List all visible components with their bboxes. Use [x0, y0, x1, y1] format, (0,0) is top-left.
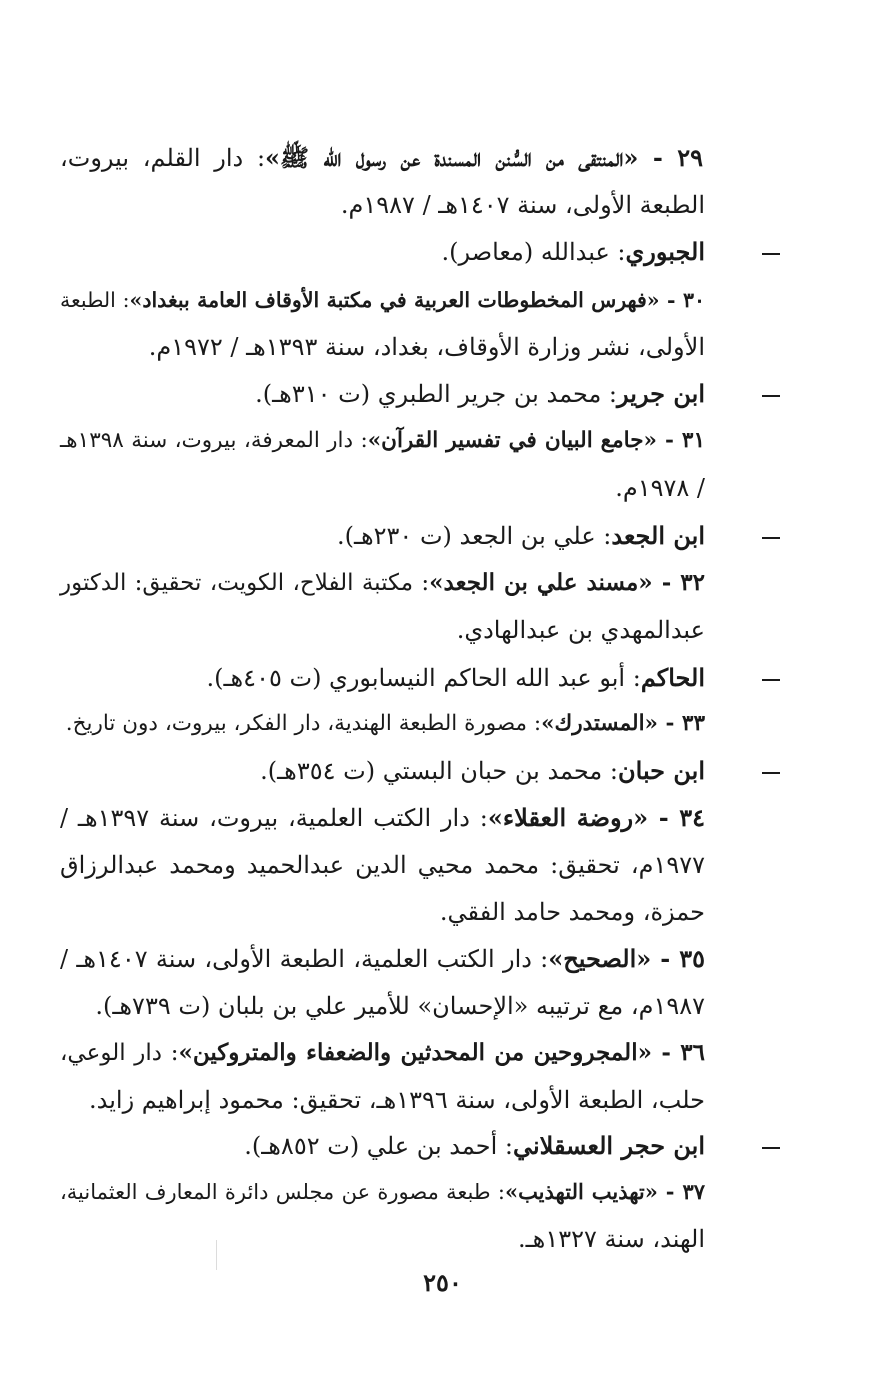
- entry-details: : مكتبة الفلاح، الكويت، تحقيق: الدكتور: [60, 570, 430, 596]
- entry-details: : الطبعة: [60, 288, 130, 312]
- entry-continuation: [149, 324, 705, 370]
- entry-details: : دار المعرفة، بيروت، سنة ١٣٩٨هـ: [60, 428, 368, 453]
- entry-details: : طبعة مصورة عن مجلس دائرة المعارف العثمانية،: [60, 1180, 505, 1204]
- bibliography-entry-36: [60, 1030, 705, 1076]
- entry-title: ٣٢ - «مسند علي بن الجعد»: [429, 569, 706, 596]
- entry-details: حلب، الطبعة الأولى، سنة ١٣٩٦هـ، تحقيق: محمود إبراهيم زايد.: [89, 1086, 705, 1114]
- entry-continuation: [95, 983, 705, 1029]
- bibliography-entry-29: [60, 135, 703, 181]
- entry-continuation: [457, 607, 705, 653]
- entry-details: حمزة، ومحمد حامد الفقي.: [439, 898, 705, 926]
- entry-continuation: [518, 1216, 705, 1262]
- author-dash: [762, 253, 780, 255]
- author-name: ابن حجر العسقلاني: [512, 1131, 705, 1160]
- entry-details: : دار الكتب العلمية، بيروت، سنة ١٣٩٧هـ /: [60, 804, 488, 832]
- bibliography-entry-35: [60, 936, 705, 982]
- entry-details: : دار الوعي،: [60, 1040, 179, 1066]
- entry-title: ٣٧ - «تهذيب التهذيب»: [504, 1179, 705, 1204]
- author-heading: [244, 1123, 705, 1169]
- author-details: : محمد بن حبان البستي (ت ٣٥٤هـ).: [260, 757, 618, 785]
- page-number: ٢٥٠: [423, 1268, 462, 1297]
- author-dash: [762, 679, 780, 681]
- author-dash: [762, 537, 780, 539]
- bibliography-entry-30: [60, 277, 705, 323]
- entry-continuation: [89, 1077, 705, 1123]
- author-dash: [762, 1147, 780, 1149]
- author-details: : أبو عبد الله الحاكم النيسابوري (ت ٤٠٥هـ).: [206, 664, 641, 692]
- entry-details: / ١٩٧٨م.: [615, 474, 705, 502]
- entry-details: : دار الكتب العلمية، الطبعة الأولى، سنة ١٤٠٧هـ /: [60, 945, 549, 973]
- author-heading: [441, 229, 705, 275]
- author-heading: [337, 513, 705, 559]
- author-name: الجبوري: [625, 237, 705, 266]
- entry-title: ٣٠ - «فهرس المخطوطات العربية في مكتبة الأوقاف العامة ببغداد»: [129, 288, 705, 312]
- entry-details: عبدالمهدي بن عبدالهادي.: [456, 616, 705, 644]
- author-name: ابن جرير: [617, 379, 705, 408]
- entry-continuation: [341, 182, 705, 228]
- bibliography-entry-32: [60, 560, 705, 606]
- entry-details: : دار القلم، بيروت،: [60, 144, 266, 172]
- author-details: : أحمد بن علي (ت ٨٥٢هـ).: [244, 1132, 513, 1160]
- bibliography-entry-31: [60, 418, 705, 464]
- entry-continuation: [60, 842, 705, 888]
- author-details: : محمد بن جرير الطبري (ت ٣١٠هـ).: [255, 380, 618, 408]
- author-heading: [206, 655, 705, 701]
- entry-title: ٢٩ - «المنتقى من السُّنن المسندة عن رسول الله ﷺ»: [265, 143, 703, 172]
- entry-details: الهند، سنة ١٣٢٧هـ.: [518, 1225, 705, 1253]
- entry-title: ٣٣ - «المستدرك»: [541, 711, 705, 736]
- entry-details: ١٩٧٧م، تحقيق: محمد محيي الدين عبدالحميد ومحمد عبدالرزاق: [60, 851, 705, 879]
- entry-continuation: [440, 889, 705, 935]
- bibliography-entry-34: [60, 795, 705, 841]
- bibliography-entry-37: [60, 1169, 705, 1215]
- author-details: : علي بن الجعد (ت ٢٣٠هـ).: [336, 522, 612, 550]
- author-heading: [260, 748, 705, 794]
- scan-artifact: [216, 1240, 217, 1270]
- author-name: الحاكم: [640, 663, 705, 692]
- entry-continuation: [615, 465, 705, 511]
- author-name: ابن الجعد: [611, 521, 705, 550]
- author-dash: [762, 772, 780, 774]
- author-details: : عبدالله (معاصر).: [441, 238, 626, 266]
- entry-title: ٣١ - «جامع البيان في تفسير القرآن»: [367, 428, 705, 453]
- author-heading: [255, 371, 705, 417]
- entry-title: ٣٦ - «المجروحين من المحدثين والضعفاء والمتروكين»: [178, 1039, 705, 1066]
- entry-details: ١٩٨٧م، مع ترتيبه «الإحسان» للأمير علي بن بلبان (ت ٧٣٩هـ).: [95, 992, 705, 1020]
- entry-details: الطبعة الأولى، سنة ١٤٠٧هـ / ١٩٨٧م.: [340, 191, 705, 219]
- entry-details: : مصورة الطبعة الهندية، دار الفكر، بيروت، دون تاريخ.: [65, 711, 542, 736]
- entry-title: ٣٤ - «روضة العقلاء»: [487, 803, 706, 832]
- entry-title: ٣٥ - «الصحيح»: [548, 944, 705, 973]
- author-dash: [762, 395, 780, 397]
- bibliography-entry-33: [66, 701, 705, 747]
- entry-details: الأولى، نشر وزارة الأوقاف، بغداد، سنة ١٣٩٣هـ / ١٩٧٢م.: [148, 333, 705, 361]
- author-name: ابن حبان: [618, 756, 705, 785]
